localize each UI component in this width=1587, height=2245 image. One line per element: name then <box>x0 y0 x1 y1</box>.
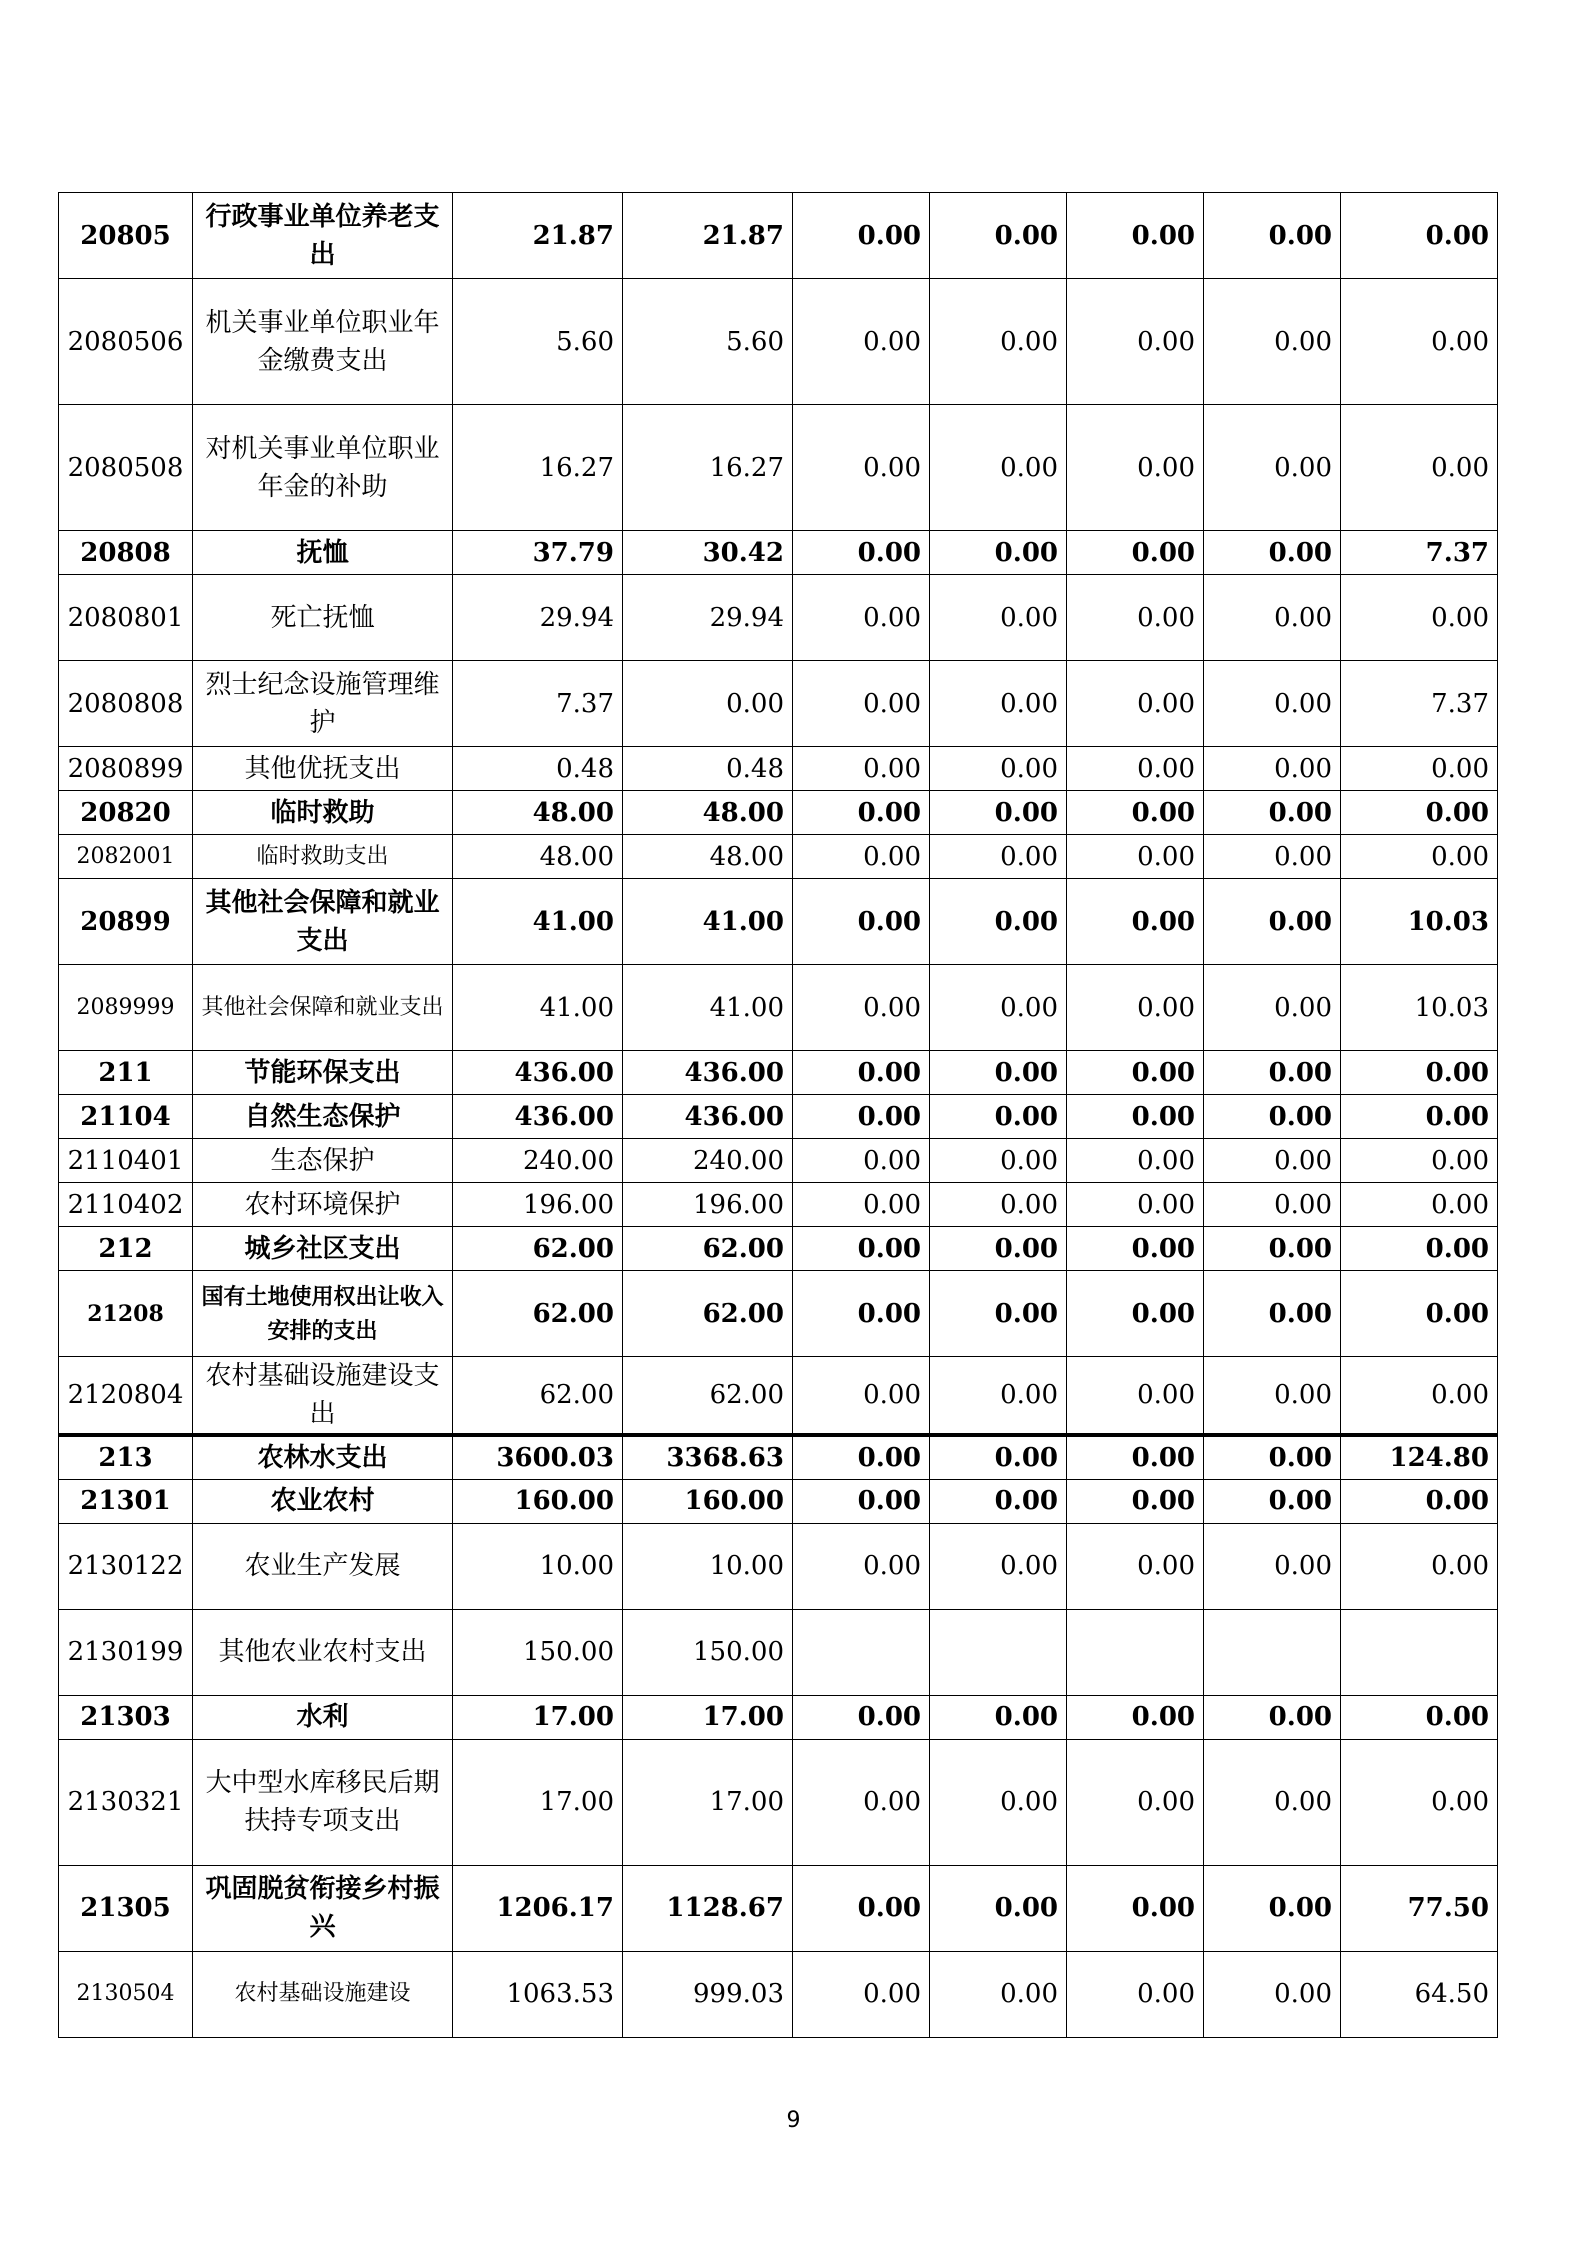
row-name: 城乡社区支出 <box>193 1227 453 1271</box>
row-value: 0.00 <box>1341 791 1498 835</box>
row-value <box>793 1609 930 1695</box>
row-value: 0.00 <box>1204 1227 1341 1271</box>
row-code: 20899 <box>59 879 193 965</box>
row-value: 64.50 <box>1341 1951 1498 2037</box>
row-value: 0.00 <box>793 1695 930 1739</box>
table-row <box>59 1227 1498 1271</box>
table-row <box>59 1095 1498 1139</box>
row-value: 0.00 <box>930 747 1067 791</box>
row-value: 160.00 <box>623 1479 793 1523</box>
table-row <box>59 1435 1498 1479</box>
row-name: 农村基础设施建设 <box>193 1951 453 2037</box>
row-value: 0.00 <box>1341 1523 1498 1609</box>
row-value: 0.00 <box>1067 405 1204 531</box>
row-name: 节能环保支出 <box>193 1051 453 1095</box>
row-value: 41.00 <box>453 965 623 1051</box>
row-value <box>1341 1609 1498 1695</box>
row-value: 7.37 <box>1341 531 1498 575</box>
row-value: 0.00 <box>1204 193 1341 279</box>
row-value: 0.00 <box>793 661 930 747</box>
row-value: 7.37 <box>453 661 623 747</box>
row-value: 0.00 <box>930 1183 1067 1227</box>
row-value: 0.00 <box>793 279 930 405</box>
row-name: 其他社会保障和就业支出 <box>193 965 453 1051</box>
row-value: 0.00 <box>930 791 1067 835</box>
row-value: 0.00 <box>793 1051 930 1095</box>
row-name: 水利 <box>193 1695 453 1739</box>
row-value: 0.00 <box>1067 1435 1204 1479</box>
row-value: 17.00 <box>623 1695 793 1739</box>
row-code: 2080508 <box>59 405 193 531</box>
row-name: 农村基础设施建设支出 <box>193 1357 453 1436</box>
row-value: 0.00 <box>930 1095 1067 1139</box>
row-value: 0.00 <box>1067 1051 1204 1095</box>
table-row <box>59 1609 1498 1695</box>
row-value: 0.00 <box>930 1951 1067 2037</box>
row-value: 0.00 <box>1067 1357 1204 1436</box>
row-value: 0.48 <box>453 747 623 791</box>
table-row <box>59 1865 1498 1951</box>
row-code: 212 <box>59 1227 193 1271</box>
row-value: 17.00 <box>453 1739 623 1865</box>
table-row <box>59 791 1498 835</box>
row-code: 2110401 <box>59 1139 193 1183</box>
row-value: 0.00 <box>793 879 930 965</box>
row-value: 0.00 <box>1204 1051 1341 1095</box>
row-value: 62.00 <box>453 1227 623 1271</box>
row-value: 48.00 <box>453 791 623 835</box>
table-row <box>59 1357 1498 1436</box>
row-value: 41.00 <box>453 879 623 965</box>
row-value: 436.00 <box>623 1095 793 1139</box>
row-name: 对机关事业单位职业年金的补助 <box>193 405 453 531</box>
row-code: 20808 <box>59 531 193 575</box>
row-value: 0.00 <box>1204 531 1341 575</box>
table-row <box>59 1951 1498 2037</box>
row-name: 抚恤 <box>193 531 453 575</box>
row-value: 0.00 <box>793 1095 930 1139</box>
table-row <box>59 279 1498 405</box>
row-value: 0.00 <box>793 575 930 661</box>
table-row <box>59 1739 1498 1865</box>
row-value: 5.60 <box>623 279 793 405</box>
table-row <box>59 1271 1498 1357</box>
row-code: 21301 <box>59 1479 193 1523</box>
row-value: 3600.03 <box>453 1435 623 1479</box>
row-code: 2080506 <box>59 279 193 405</box>
row-value: 5.60 <box>453 279 623 405</box>
row-name: 农村环境保护 <box>193 1183 453 1227</box>
row-value: 0.00 <box>930 965 1067 1051</box>
row-value: 62.00 <box>623 1271 793 1357</box>
row-value: 0.00 <box>1067 1095 1204 1139</box>
row-value: 0.00 <box>793 1183 930 1227</box>
row-value: 10.00 <box>453 1523 623 1609</box>
row-value: 0.00 <box>793 405 930 531</box>
row-value: 0.00 <box>1341 1095 1498 1139</box>
row-value: 0.00 <box>1067 835 1204 879</box>
row-value: 77.50 <box>1341 1865 1498 1951</box>
row-value: 0.00 <box>793 965 930 1051</box>
table-row <box>59 879 1498 965</box>
row-value: 436.00 <box>623 1051 793 1095</box>
row-value: 0.00 <box>930 661 1067 747</box>
row-value: 0.00 <box>1204 1435 1341 1479</box>
row-value: 62.00 <box>453 1357 623 1436</box>
row-value: 0.00 <box>1204 1695 1341 1739</box>
row-code: 2130321 <box>59 1739 193 1865</box>
row-value: 0.00 <box>1067 791 1204 835</box>
row-value: 0.00 <box>1341 1271 1498 1357</box>
row-value: 16.27 <box>453 405 623 531</box>
row-value: 0.00 <box>1067 661 1204 747</box>
row-value: 10.03 <box>1341 879 1498 965</box>
row-value: 1128.67 <box>623 1865 793 1951</box>
row-value: 0.00 <box>930 1139 1067 1183</box>
row-value: 0.00 <box>1341 405 1498 531</box>
row-value: 0.00 <box>1341 835 1498 879</box>
row-value: 0.00 <box>793 1739 930 1865</box>
row-value: 29.94 <box>623 575 793 661</box>
row-value <box>1067 1609 1204 1695</box>
table-row <box>59 1183 1498 1227</box>
row-value: 17.00 <box>453 1695 623 1739</box>
row-value: 0.00 <box>1204 1095 1341 1139</box>
row-name: 烈士纪念设施管理维护 <box>193 661 453 747</box>
row-value: 240.00 <box>623 1139 793 1183</box>
row-value: 0.00 <box>930 1865 1067 1951</box>
table-row <box>59 193 1498 279</box>
row-code: 2110402 <box>59 1183 193 1227</box>
row-name: 巩固脱贫衔接乡村振兴 <box>193 1865 453 1951</box>
row-value: 0.00 <box>1204 791 1341 835</box>
row-value: 0.00 <box>1067 279 1204 405</box>
row-value: 21.87 <box>453 193 623 279</box>
row-name: 国有土地使用权出让收入安排的支出 <box>193 1271 453 1357</box>
row-value: 0.00 <box>930 1271 1067 1357</box>
row-value: 436.00 <box>453 1095 623 1139</box>
row-code: 2082001 <box>59 835 193 879</box>
row-value: 0.00 <box>930 1479 1067 1523</box>
row-value: 0.00 <box>930 1435 1067 1479</box>
row-value: 0.00 <box>1204 1183 1341 1227</box>
row-value: 0.00 <box>930 405 1067 531</box>
row-value: 10.00 <box>623 1523 793 1609</box>
table-row <box>59 405 1498 531</box>
row-code: 20805 <box>59 193 193 279</box>
table-row <box>59 661 1498 747</box>
row-value: 0.00 <box>1341 279 1498 405</box>
row-name: 行政事业单位养老支出 <box>193 193 453 279</box>
row-value: 0.00 <box>1341 1695 1498 1739</box>
row-value: 0.00 <box>793 1523 930 1609</box>
row-value: 0.00 <box>1204 1523 1341 1609</box>
row-name: 死亡抚恤 <box>193 575 453 661</box>
row-value: 37.79 <box>453 531 623 575</box>
row-value: 0.00 <box>1341 1479 1498 1523</box>
table-row <box>59 747 1498 791</box>
row-value: 0.00 <box>1067 1695 1204 1739</box>
row-value: 0.00 <box>1204 575 1341 661</box>
row-value: 0.00 <box>930 531 1067 575</box>
row-value: 0.00 <box>793 791 930 835</box>
row-value: 0.00 <box>1204 1271 1341 1357</box>
row-value: 0.00 <box>1204 661 1341 747</box>
row-value: 0.00 <box>1067 747 1204 791</box>
row-name: 生态保护 <box>193 1139 453 1183</box>
table-row <box>59 965 1498 1051</box>
table-body <box>59 193 1498 2038</box>
row-value: 0.00 <box>1341 193 1498 279</box>
table-row <box>59 1695 1498 1739</box>
table-row <box>59 1139 1498 1183</box>
table-row <box>59 575 1498 661</box>
row-code: 2120804 <box>59 1357 193 1436</box>
row-value: 0.00 <box>793 835 930 879</box>
row-name: 临时救助 <box>193 791 453 835</box>
budget-table <box>58 192 1498 2038</box>
row-value: 0.00 <box>793 193 930 279</box>
row-value: 0.00 <box>1067 1139 1204 1183</box>
row-value: 1206.17 <box>453 1865 623 1951</box>
row-value: 0.00 <box>1204 1739 1341 1865</box>
row-value: 0.00 <box>930 1695 1067 1739</box>
row-value: 160.00 <box>453 1479 623 1523</box>
row-value: 48.00 <box>623 835 793 879</box>
row-value: 0.00 <box>1341 1183 1498 1227</box>
row-value: 0.00 <box>1204 879 1341 965</box>
row-value: 0.00 <box>1067 965 1204 1051</box>
row-code: 20820 <box>59 791 193 835</box>
row-value: 0.00 <box>1067 193 1204 279</box>
row-value: 0.00 <box>623 661 793 747</box>
row-value: 0.00 <box>1341 1139 1498 1183</box>
row-name: 农业生产发展 <box>193 1523 453 1609</box>
row-value: 0.00 <box>1341 1357 1498 1436</box>
row-value: 0.00 <box>930 1523 1067 1609</box>
row-value: 0.00 <box>1204 405 1341 531</box>
table-row <box>59 835 1498 879</box>
row-value: 0.00 <box>1067 1739 1204 1865</box>
table-row <box>59 1051 1498 1095</box>
row-code: 2130199 <box>59 1609 193 1695</box>
row-value: 62.00 <box>623 1357 793 1436</box>
row-value: 17.00 <box>623 1739 793 1865</box>
row-code: 21305 <box>59 1865 193 1951</box>
row-value: 0.00 <box>1341 1051 1498 1095</box>
row-value: 0.00 <box>793 1271 930 1357</box>
row-value: 0.00 <box>1204 1479 1341 1523</box>
row-name: 农业农村 <box>193 1479 453 1523</box>
row-value: 30.42 <box>623 531 793 575</box>
row-code: 2080899 <box>59 747 193 791</box>
row-value: 0.00 <box>930 279 1067 405</box>
row-name: 其他农业农村支出 <box>193 1609 453 1695</box>
row-value <box>930 1609 1067 1695</box>
row-value: 0.00 <box>1067 575 1204 661</box>
row-value: 0.00 <box>1067 1271 1204 1357</box>
row-name: 大中型水库移民后期扶持专项支出 <box>193 1739 453 1865</box>
row-code: 2089999 <box>59 965 193 1051</box>
row-value: 48.00 <box>623 791 793 835</box>
row-value: 0.00 <box>1067 1865 1204 1951</box>
row-value: 0.00 <box>793 1227 930 1271</box>
row-value: 0.00 <box>793 1951 930 2037</box>
row-name: 机关事业单位职业年金缴费支出 <box>193 279 453 405</box>
row-value: 0.00 <box>1204 747 1341 791</box>
row-value: 196.00 <box>453 1183 623 1227</box>
row-value: 0.00 <box>1067 1479 1204 1523</box>
row-value: 150.00 <box>623 1609 793 1695</box>
row-value: 0.00 <box>1067 531 1204 575</box>
row-code: 2130504 <box>59 1951 193 2037</box>
row-value: 10.03 <box>1341 965 1498 1051</box>
row-value: 0.00 <box>1341 1739 1498 1865</box>
row-value: 196.00 <box>623 1183 793 1227</box>
row-value: 0.00 <box>793 747 930 791</box>
table-row <box>59 1523 1498 1609</box>
row-value: 0.00 <box>930 1739 1067 1865</box>
row-code: 2080801 <box>59 575 193 661</box>
row-value: 436.00 <box>453 1051 623 1095</box>
row-code: 21303 <box>59 1695 193 1739</box>
row-value: 0.00 <box>1067 1523 1204 1609</box>
row-value: 0.00 <box>1204 835 1341 879</box>
row-name: 其他优抚支出 <box>193 747 453 791</box>
row-code: 213 <box>59 1435 193 1479</box>
row-value: 48.00 <box>453 835 623 879</box>
row-value: 16.27 <box>623 405 793 531</box>
row-value: 0.00 <box>1341 747 1498 791</box>
row-value: 124.80 <box>1341 1435 1498 1479</box>
row-value: 0.00 <box>930 1051 1067 1095</box>
row-value: 41.00 <box>623 965 793 1051</box>
row-value <box>1204 1609 1341 1695</box>
row-code: 2130122 <box>59 1523 193 1609</box>
row-value: 0.00 <box>793 1479 930 1523</box>
table-row <box>59 1479 1498 1523</box>
row-value: 1063.53 <box>453 1951 623 2037</box>
row-value: 0.00 <box>930 835 1067 879</box>
row-value: 0.00 <box>1067 1227 1204 1271</box>
row-value: 0.00 <box>1067 879 1204 965</box>
row-value: 0.00 <box>1204 1357 1341 1436</box>
row-value: 0.00 <box>793 1139 930 1183</box>
row-name: 农林水支出 <box>193 1435 453 1479</box>
row-value: 0.00 <box>1067 1951 1204 2037</box>
row-value: 0.00 <box>1204 965 1341 1051</box>
row-name: 其他社会保障和就业支出 <box>193 879 453 965</box>
row-value: 21.87 <box>623 193 793 279</box>
row-value: 0.00 <box>1067 1183 1204 1227</box>
row-value: 0.00 <box>1204 1951 1341 2037</box>
page-number: 9 <box>786 2108 801 2133</box>
row-value: 999.03 <box>623 1951 793 2037</box>
table-row <box>59 531 1498 575</box>
row-value: 0.00 <box>1341 575 1498 661</box>
row-value: 0.00 <box>1204 1139 1341 1183</box>
row-value: 29.94 <box>453 575 623 661</box>
row-value: 0.00 <box>930 575 1067 661</box>
row-value: 41.00 <box>623 879 793 965</box>
row-value: 0.00 <box>1204 279 1341 405</box>
row-value: 0.00 <box>793 1357 930 1436</box>
row-code: 21208 <box>59 1271 193 1357</box>
row-value: 62.00 <box>453 1271 623 1357</box>
row-value: 0.00 <box>793 1435 930 1479</box>
row-value: 0.00 <box>793 1865 930 1951</box>
row-name: 临时救助支出 <box>193 835 453 879</box>
row-code: 211 <box>59 1051 193 1095</box>
row-value: 0.00 <box>930 879 1067 965</box>
row-value: 0.00 <box>930 193 1067 279</box>
row-name: 自然生态保护 <box>193 1095 453 1139</box>
row-code: 2080808 <box>59 661 193 747</box>
row-value: 0.48 <box>623 747 793 791</box>
row-value: 0.00 <box>793 531 930 575</box>
row-value: 3368.63 <box>623 1435 793 1479</box>
row-value: 150.00 <box>453 1609 623 1695</box>
row-value: 0.00 <box>930 1227 1067 1271</box>
row-value: 0.00 <box>930 1357 1067 1436</box>
row-value: 62.00 <box>623 1227 793 1271</box>
row-code: 21104 <box>59 1095 193 1139</box>
row-value: 7.37 <box>1341 661 1498 747</box>
row-value: 0.00 <box>1204 1865 1341 1951</box>
row-value: 240.00 <box>453 1139 623 1183</box>
row-value: 0.00 <box>1341 1227 1498 1271</box>
